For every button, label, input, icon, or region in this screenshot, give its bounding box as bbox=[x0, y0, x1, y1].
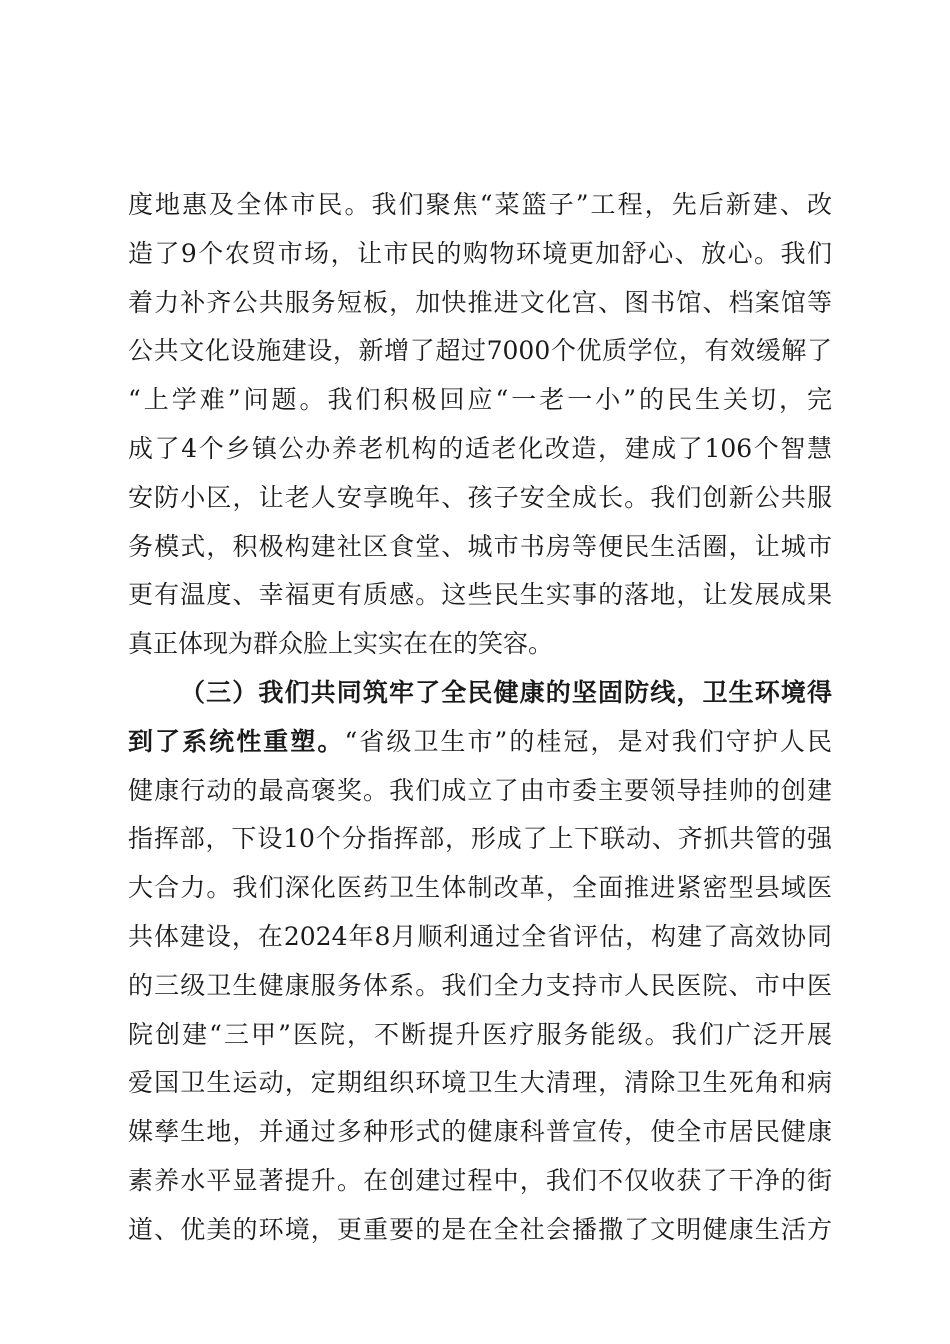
text-line bbox=[128, 279, 832, 328]
paragraph-text: 大合力。我们深化医药卫生体制改革，全面推进紧密型县域医 bbox=[128, 873, 832, 903]
paragraph-text: 爱国卫生运动，定期组织环境卫生大清理，清除卫生死角和病 bbox=[128, 1068, 832, 1098]
document-body bbox=[128, 181, 832, 1255]
text-line bbox=[128, 718, 832, 767]
text-line bbox=[128, 864, 832, 913]
paragraph-text: 公共文化设施建设，新增了超过7000个优质学位，有效缓解了 bbox=[128, 336, 832, 366]
paragraph-text: 的三级卫生健康服务体系。我们全力支持市人民医院、市中医 bbox=[128, 970, 832, 1000]
text-line bbox=[128, 620, 832, 669]
paragraph-text: 安防小区，让老人安享晚年、孩子安全成长。我们创新公共服 bbox=[128, 482, 832, 512]
text-line bbox=[128, 767, 832, 816]
paragraph-text: 成了4个乡镇公办养老机构的适老化改造，建成了106个智慧 bbox=[128, 433, 832, 463]
text-line bbox=[128, 815, 832, 864]
paragraph-text: 务模式，积极构建社区食堂、城市书房等便民生活圈，让城市 bbox=[128, 531, 832, 561]
paragraph-text: 真正体现为群众脸上实实在在的笑容。 bbox=[128, 629, 554, 659]
paragraph-text: 健康行动的最高褒奖。我们成立了由市委主要领导挂帅的创建 bbox=[128, 775, 832, 805]
paragraph-text: 素养水平显著提升。在创建过程中，我们不仅收获了干净的街 bbox=[128, 1165, 832, 1195]
text-line bbox=[128, 962, 832, 1011]
paragraph-text: 指挥部，下设10个分指挥部，形成了上下联动、齐抓共管的强 bbox=[128, 824, 832, 854]
text-line bbox=[128, 1011, 832, 1060]
paragraph-text: 更有温度、幸福更有质感。这些民生实事的落地，让发展成果 bbox=[128, 580, 832, 610]
paragraph-text: 着力补齐公共服务短板，加快推进文化宫、图书馆、档案馆等 bbox=[128, 287, 832, 317]
paragraph-text: “上学难”问题。我们积极回应“一老一小”的民生关切，完 bbox=[128, 385, 832, 415]
paragraph-text: 度地惠及全体市民。我们聚焦“菜篮子”工程，先后新建、改 bbox=[128, 190, 832, 219]
paragraph-text: 造了9个农贸市场，让市民的购物环境更加舒心、放心。我们 bbox=[128, 238, 832, 268]
paragraph-text: 共体建设，在2024年8月顺利通过全省评估，构建了高效协同 bbox=[128, 921, 832, 951]
paragraph-text: 道、优美的环境，更重要的是在全社会播撒了文明健康生活方 bbox=[128, 1214, 832, 1244]
paragraph-text: “省级卫生市”的桂冠，是对我们守护人民 bbox=[344, 726, 832, 756]
text-line bbox=[128, 1206, 832, 1255]
text-line bbox=[128, 669, 832, 718]
text-line bbox=[128, 181, 832, 230]
text-line bbox=[128, 1059, 832, 1108]
paragraph-text: 院创建“三甲”医院，不断提升医疗服务能级。我们广泛开展 bbox=[128, 1019, 832, 1049]
section-heading-text: 到了系统性重塑。 bbox=[128, 726, 345, 756]
paragraph-text: 媒孳生地，并通过多种形式的健康科普宣传，使全市居民健康 bbox=[128, 1117, 832, 1147]
text-line bbox=[128, 425, 832, 474]
text-line bbox=[128, 376, 832, 425]
text-line bbox=[128, 327, 832, 376]
text-line bbox=[128, 913, 832, 962]
text-line bbox=[128, 1157, 832, 1206]
section-heading-text: （三）我们共同筑牢了全民健康的坚固防线，卫生环境得 bbox=[180, 677, 832, 707]
text-line bbox=[128, 474, 832, 523]
text-line bbox=[128, 1108, 832, 1157]
text-line bbox=[128, 571, 832, 620]
text-line bbox=[128, 523, 832, 572]
text-line bbox=[128, 230, 832, 279]
